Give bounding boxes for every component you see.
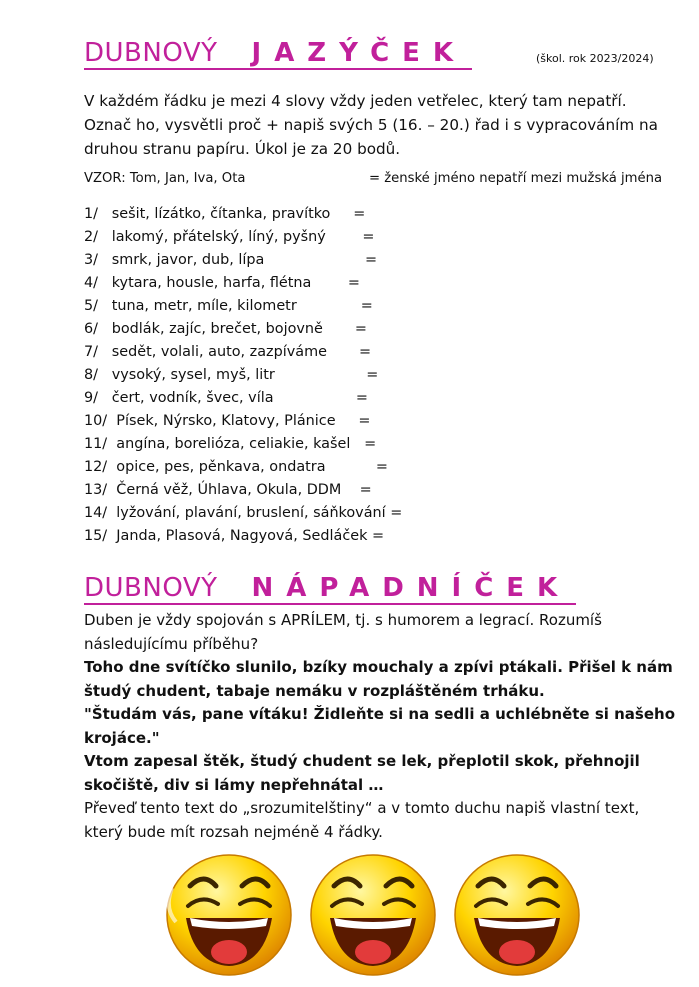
task-line: Převeď tento text do „srozumitelštiny“ a v tomto duchu napiš vlastní text,	[84, 799, 640, 817]
story-line: Vtom zapesal štěk, študý chudent se lek, přeplotil skok, přehnojil	[84, 752, 640, 770]
exercise-row: 13/ Černá věž, Úhlava, Okula, DDM =	[84, 482, 372, 498]
story-line: Toho dne svítíčko slunilo, bzíky mouchaly a zpívi ptákali. Přišel k nám	[84, 658, 673, 676]
instruction-line: druhou stranu papíru. Úkol je za 20 bodů.	[84, 140, 401, 158]
smiley-row	[160, 848, 600, 978]
exercise-row: 15/ Janda, Plasová, Nagyová, Sedláček =	[84, 528, 385, 544]
exercise-row: 4/ kytara, housle, harfa, flétna =	[84, 275, 360, 291]
story-line: krojáce."	[84, 728, 160, 747]
title-word-1: DUBNOVÝ	[84, 38, 218, 68]
exercise-row: 2/ lakomý, přátelský, líný, pyšný =	[84, 229, 375, 245]
laughing-smiley-icon	[448, 848, 586, 978]
task-instructions	[84, 89, 674, 161]
exercise-row: 9/ čert, vodník, švec, víla =	[84, 390, 368, 406]
exercise-row: 1/ sešit, lízátko, čítanka, pravítko =	[84, 206, 366, 222]
exercise-row: 6/ bodlák, zajíc, brečet, bojovně =	[84, 321, 367, 337]
example-label: VZOR: Tom, Jan, Iva, Ota	[84, 171, 246, 186]
instruction-line: V každém řádku je mezi 4 slovy vždy jeden vetřelec, který tam nepatří.	[84, 92, 627, 110]
exercise-row: 11/ angína, borelióza, celiakie, kašel =	[84, 436, 377, 452]
exercise-row: 5/ tuna, metr, míle, kilometr =	[84, 298, 373, 314]
exercise-row: 12/ opice, pes, pěnkava, ondatra =	[84, 459, 388, 475]
story-line: skočiště, div si lámy nepřehnátal …	[84, 775, 384, 794]
exercise-row: 10/ Písek, Nýrsko, Klatovy, Plánice =	[84, 413, 371, 429]
story-line: študý chudent, tabaje nemáku v rozpláštěném trháku.	[84, 681, 545, 700]
title-word-2: NÁPADNÍČEK	[251, 573, 571, 603]
title-word-2: JAZÝČEK	[251, 38, 467, 68]
laughing-smiley-icon	[160, 848, 298, 978]
exercise-row: 7/ sedět, volali, auto, zazpíváme =	[84, 344, 372, 360]
story-line: "Študám vás, pane vítáku! Židleňte si na sedli a uchlébněte si našeho	[84, 705, 676, 723]
exercise-list	[84, 203, 402, 548]
school-year: (škol. rok 2023/2024)	[536, 52, 654, 65]
instruction-line: Označ ho, vysvětli proč + napiš svých 5 (16. – 20.) řad i s vypracováním na	[84, 116, 658, 134]
task-line: který bude mít rozsah nejméně 4 řádky.	[84, 822, 383, 841]
laughing-smiley-icon	[304, 848, 442, 978]
story-intro-line: následujícímu příběhu?	[84, 634, 259, 653]
page-title	[84, 38, 472, 70]
story-intro-line: Duben je vždy spojován s APRÍLEM, tj. s humorem a legrací. Rozumíš	[84, 611, 602, 629]
title-word-1: DUBNOVÝ	[84, 573, 218, 603]
exercise-row: 14/ lyžování, plavání, bruslení, sáňkování =	[84, 505, 403, 521]
example-explanation: = ženské jméno nepatří mezi mužská jména	[369, 171, 663, 186]
story-section	[84, 609, 684, 844]
section-title	[84, 573, 576, 605]
exercise-row: 3/ smrk, javor, dub, lípa =	[84, 252, 378, 268]
exercise-row: 8/ vysoký, sysel, myš, litr =	[84, 367, 379, 383]
